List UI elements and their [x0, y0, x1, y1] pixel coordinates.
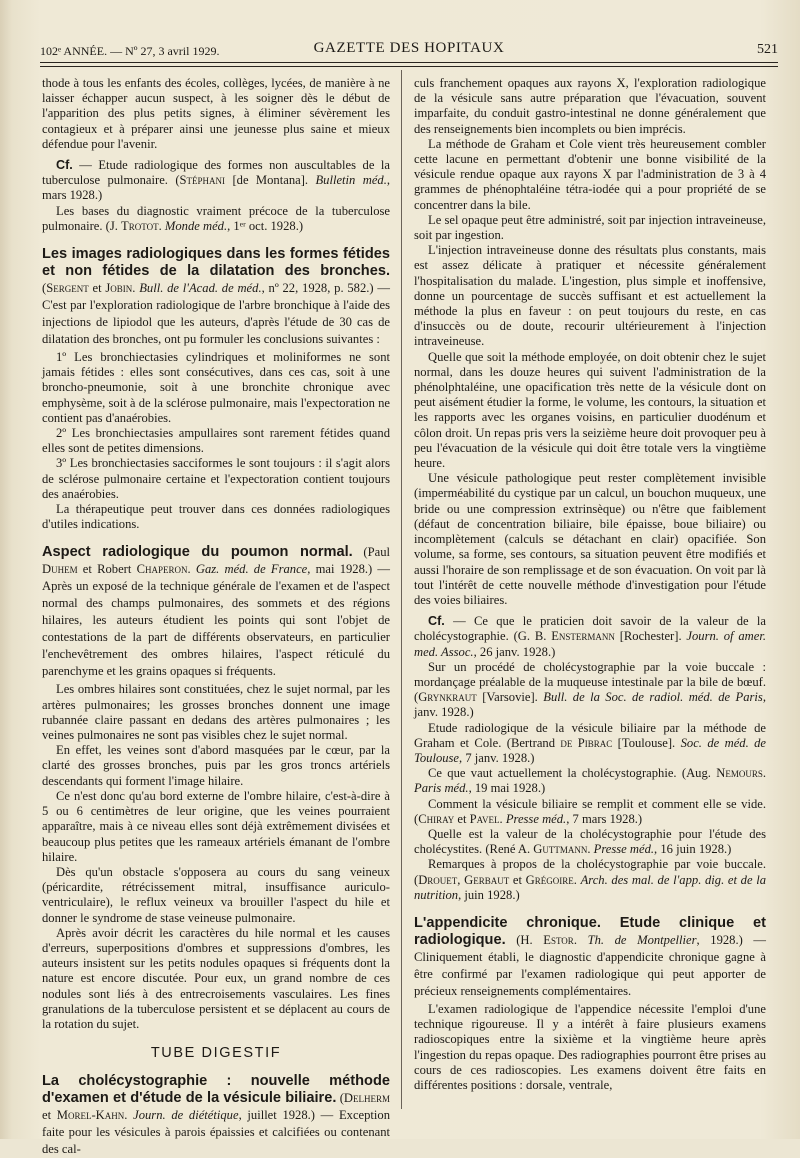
- ref-text: Ce que vaut actuellement la cholécystographie. (Aug.: [428, 766, 717, 781]
- article-heading: [42, 1073, 390, 1158]
- journal-name: Gaz. méd. de France: [195, 562, 308, 577]
- author: Sergent: [46, 281, 89, 296]
- author: Jobin: [105, 281, 133, 296]
- ref-text: (Paul: [352, 545, 390, 560]
- right-column: [414, 76, 766, 1121]
- reference: [414, 797, 766, 827]
- ref-text: .: [573, 872, 581, 887]
- ref-text: (: [42, 281, 47, 296]
- paragraph: 1º Les bronchiectasies cylindriques et moliniformes ne sont jamais fétides : elles sont consécutives, dans ces cas, soit à une broncho-pneumonie, soit à une bronchite chronique avec emphysème, soit à de la sclérose pulmonaire, mais l'expectoration ne contient pas d'anaérobies.: [42, 350, 390, 425]
- author: Drouet: [418, 872, 458, 887]
- journal-name: Monde méd.: [164, 218, 228, 233]
- paragraph: 2º Les bronchiectasies ampullaires sont rarement fétides quand elles sont de petites dimensions.: [42, 426, 390, 456]
- ref-text: [de Montana].: [225, 173, 316, 188]
- journal-name: Th. de Montpellier: [587, 932, 697, 947]
- article-body: , nº 22, 1928, p. 582.) — C'est par l'exploration radiologique de l'arbre bronchique à l'aide des injections de lipiodol que les auteurs, d'après l'étude de 30 cas de dilatation des bronches, ont pu formuler les conclusions suivantes :: [42, 281, 390, 347]
- ref-text: et Robert: [77, 562, 137, 577]
- ref-date: , 16 juin 1928.): [654, 842, 732, 857]
- paragraph: En effet, les veines sont d'abord masquées par le cœur, par la clarté des grosses bronches, puis par les gros troncs artériels descendants qui forment l'image hilaire.: [42, 743, 390, 788]
- reference: [414, 721, 766, 767]
- article-title: La cholécystographie : nouvelle méthode d'examen et d'étude de la vésicule biliaire.: [42, 1073, 390, 1107]
- author: Estor: [543, 932, 574, 947]
- author: de Pibrac: [560, 735, 613, 750]
- article-body: , 1928.) — Cliniquement établi, le diagnostic d'appendicite chronique gagne à être confirmé par l'examen radiologique qui peut apporter de précieux renseignements complémentaires.: [414, 932, 767, 998]
- paragraph: 3º Les bronchiectasies sacciformes le sont toujours : il s'agit alors de sclérose pulmonaire certaine et l'expectoration contient toujours des anaérobies.: [42, 456, 390, 501]
- ref-text: Les bases du diagnostic vraiment précoce de la tuberculose pulmonaire. (J.: [42, 203, 390, 233]
- ref-text: et: [88, 281, 106, 296]
- paragraph: Les ombres hilaires sont constituées, chez le sujet normal, par les artères pulmonaires; les grosses bronches donnent une image rubannée claire passant en dedans des artères pulmonaires ; les veines pulmonaires ne sont pas visibles chez le sujet normal.: [42, 682, 390, 743]
- author: Grynkraut: [418, 690, 477, 705]
- reference: [414, 660, 766, 721]
- article-heading: [414, 915, 766, 1000]
- page-header: [40, 36, 778, 64]
- ref-date: , 1ᵉʳ oct. 1928.): [227, 218, 304, 233]
- section-title: TUBE DIGESTIF: [150, 1045, 282, 1062]
- author: Grégoire: [525, 872, 574, 887]
- author: Chaperon: [136, 562, 188, 577]
- ref-text: et: [509, 872, 526, 887]
- journal-name: Bull. de la Soc. de radiol. méd. de Paris: [543, 690, 763, 705]
- journal-name: Journ. de diététique: [133, 1108, 239, 1123]
- ref-text: et: [42, 1108, 57, 1123]
- ref-date: , 26 janv. 1928.): [473, 644, 556, 659]
- author: Gerbaut: [464, 872, 510, 887]
- ref-text: .: [124, 1108, 134, 1123]
- reference: [414, 827, 766, 857]
- paragraph: Une vésicule pathologique peut rester complètement invisible (imperméabilité du cystique par un calcul, un bouchon muqueux, une bride ou une compression extrinsèque) ou n'être que faiblement (défaut de concentration biliaire, bile épaisse, boue biliaire) ou incomplètement (calculs se détachant en clair) opacifiée. Son volume, sa forme, ses contours, sa situation peuvent être modifiés et aussi l'horaire de son remplissage et de son évacuation. On voit par là tout l'intérêt de cette nouvelle méthode d'investigation pour l'étude des voies biliaires.: [414, 471, 766, 607]
- ref-text: — Etude radiologique des formes non auscultables de la tuberculose pulmonaire. (: [42, 158, 390, 188]
- author: Morel-Kahn: [56, 1108, 125, 1123]
- ref-text: [Varsovie].: [476, 690, 544, 705]
- article-title: Les images radiologiques dans les formes fétides et non fétides de la dilatation des bronches.: [42, 246, 390, 280]
- ref-text: .: [158, 218, 165, 233]
- paragraph: thode à tous les enfants des écoles, collèges, lycées, de manière à ne laisser échapper aucun suspect, à les soigner dès le début de l'apparition des plus petits signes, à éliminer sévèrement les contagieux et à préparer ainsi une jeunesse plus saine et mieux défendue pour l'avenir.: [42, 76, 390, 151]
- page-number: 521: [757, 42, 778, 57]
- ref-text: [Rochester].: [614, 629, 687, 644]
- journal-name: Presse méd.: [593, 842, 655, 857]
- reference: [414, 857, 766, 903]
- article-body: , mai 1928.) — Après un exposé de la technique générale de l'examen et de l'aspect normal des champs pulmonaires, des sommets et des régions hilaires, les auteurs étudient les points qui sont l'objet de contestations de la part de différents observateurs, en particulier l'enchevêtrement des ombres hilaires, l'aspect réticulé du parenchyme et les grains opaques si fréquents.: [42, 562, 391, 679]
- ref-text: Sur un procédé de cholécystographie par la voie buccale : mordançage préalable de la muqueuse intestinale par la bile de bœuf. (: [414, 659, 766, 705]
- ref-date: , 19 mai 1928.): [468, 781, 546, 796]
- journal-name: Bulletin méd.: [315, 173, 387, 188]
- paragraph: Après avoir décrit les caractères du hile normal et les causes d'erreurs, superpositions d'ombres et suppressions d'ombres, les auteurs insistent sur les petits nodules opaques si fréquents dont la nature est encore discutée. Pour eux, un grand nombre de ces nodules sont liés à des entrecroisements vasculaires. Les fines granulations de la tuberculose persistent et se déplacent au cours de la rotation du sujet.: [42, 925, 390, 1031]
- left-column: [42, 76, 391, 1157]
- ref-text: — Ce que le praticien doit savoir de la valeur de la cholécystographie. (G. B.: [414, 614, 766, 644]
- ref-text: Comment la vésicule biliaire se remplit et comment elle se vide. (: [414, 796, 766, 826]
- paragraph: La thérapeutique peut trouver dans ces données radiologiques d'utiles indications.: [42, 502, 390, 532]
- ref-text: .: [499, 811, 506, 826]
- article-heading: [42, 544, 390, 680]
- ref-text: .: [187, 562, 196, 577]
- journal-name: Soc. de méd. de Toulouse: [414, 735, 767, 765]
- author: Stéphani: [179, 173, 226, 188]
- ref-text: Remarques à propos de la cholécystographie par voie buccale. (: [414, 857, 766, 887]
- ref-date: , juin 1928.): [458, 887, 520, 902]
- ref-text: (: [336, 1091, 344, 1106]
- issue-info: 102ᵉ ANNÉE. — Nº 27, 3 avril 1929.: [40, 44, 220, 58]
- ref-text: .: [573, 932, 588, 947]
- ref-text: .: [762, 766, 766, 781]
- header-rule-bottom: [40, 66, 778, 67]
- paragraph: L'injection intraveineuse donne des résultats plus constants, mais est assez délicate à pratiquer et nécessite généralement l'hospitalisation du malade. L'ingestion, plus simple et inoffensive, donne un pourcentage de succès suffisant et est actuellement la méthode la plus en faveur : on peut toujours du reste, en cas d'insuccès ou de doute, recourir ultérieurement à l'injection intraveineuse.: [414, 243, 766, 349]
- journal-name: Bull. de l'Acad. de méd.: [139, 281, 262, 296]
- article-body: , juillet 1928.) — Exception faite pour les vésicules à parois épaissies et calcifiées ou contenant des cal-: [42, 1108, 391, 1157]
- header-rule-top: [40, 62, 778, 63]
- ref-text: Etude radiologique de la vésicule biliaire par la méthode de Graham et Cole. (Bertrand: [414, 720, 766, 750]
- article-heading: [42, 246, 390, 348]
- paragraph: Le sel opaque peut être administré, soit par injection intraveineuse, soit par ingestion.: [414, 212, 766, 243]
- reference: [414, 766, 766, 796]
- cf-reference: [414, 614, 766, 660]
- author: Nemours: [716, 766, 763, 781]
- ref-text: et: [454, 811, 470, 826]
- author: Guttmann: [533, 842, 588, 857]
- journal-name: Presse méd.: [505, 811, 567, 826]
- journal-title: GAZETTE DES HOPITAUX: [313, 40, 505, 56]
- cf-reference: [42, 158, 390, 204]
- ref-text: ,: [457, 872, 465, 887]
- cf-tag: Cf.: [56, 158, 73, 173]
- article-title: L'appendicite chronique. Etude clinique et radiologique.: [414, 914, 766, 948]
- author: Enstermann: [551, 629, 615, 644]
- journal-name: Journ. of amer. med. Assoc.: [414, 629, 766, 659]
- paragraph: L'examen radiologique de l'appendice nécessite l'emploi d'une technique rigoureuse. Il y a intérêt à faire plusieurs examens radioscopiques entre la sixième et la vingtième heure après l'ingestion du repas opaque. Des radiographies pourront être prises au cours de ces radioscopies. Les examens doivent être faits en différentes positions : dorsale, ventrale,: [414, 1001, 766, 1092]
- column-divider: [401, 70, 402, 1109]
- paragraph: culs franchement opaques aux rayons X, l'exploration radiologique de la vésicule sans autre préparation que l'évacuation, souvent imparfaite, du conduit gastro-intestinal ne donne généralement que des renseignements bien incomplets ou bien imprécis.: [414, 76, 766, 136]
- article-title: Aspect radiologique du poumon normal.: [42, 544, 353, 561]
- ref-date: , 7 janv. 1928.): [459, 750, 535, 765]
- author: Pavel: [469, 811, 500, 826]
- ref-text: .: [587, 842, 594, 857]
- cf-tag: Cf.: [428, 614, 445, 629]
- paragraph: Ce n'est donc qu'au bord externe de l'ombre hilaire, c'est-à-dire à 5 ou 6 centimètres de leur origine, que les veines pourraient apparaître, mais à ce niveau elles sont déjà extrêmement divisées et beaucoup plus petites que les rameaux artériels émanant de l'ombre hilaire.: [42, 788, 390, 864]
- reference: [42, 204, 390, 234]
- ref-date: , mars 1928.): [42, 173, 391, 203]
- ref-text: Quelle est la valeur de la cholécystographie pour l'étude des cholécystites. (René A.: [414, 826, 766, 857]
- journal-name: Arch. des mal. de l'app. dig. et de la nutrition: [414, 872, 767, 902]
- ref-text: [Toulouse].: [612, 735, 681, 750]
- paragraph: Dès qu'un obstacle s'opposera au cours du sang veineux (péricardite, rétrécissement mitral, insuffisance auriculo-ventriculaire), le reflux veineux va brouiller l'aspect du hile et donner le syndrome de stase veineuse pulmonaire.: [42, 864, 390, 925]
- ref-date: , 7 mars 1928.): [566, 811, 643, 826]
- author: Trotot: [121, 218, 159, 233]
- paragraph: Quelle que soit la méthode employée, on doit obtenir chez le sujet normal, dans les douze heures qui suivent l'administration de la phénolphtaléine, une opacification très nette de la vésicule dont on peut aisément étudier la forme, le volume, les contours, la situation et les rapports avec les organes voisins, en particulier duodénum et côlon droit. Un repas pris vers la seizième heure doit provoquer peu à peu l'évacuation de la vésicule qui doit être totale vers la vingtième heure.: [414, 349, 766, 471]
- author: Duhem: [42, 562, 78, 577]
- journal-name: Paris méd.: [414, 781, 469, 796]
- author: Delherm: [343, 1091, 390, 1106]
- ref-text: (H.: [505, 932, 544, 947]
- ref-text: .: [132, 281, 140, 296]
- ref-date: , janv. 1928.): [414, 690, 766, 720]
- paragraph: La méthode de Graham et Cole vient très heureusement combler cette lacune en permettant d'obtenir une bonne visibilité de la vésicule rendue opaque aux rayons X par l'administration de 3 à 4 grammes de phénophtaléine tétra-iodée qui a pour propriété de se concentrer dans la bile.: [414, 136, 766, 212]
- author: Chiray: [418, 811, 455, 826]
